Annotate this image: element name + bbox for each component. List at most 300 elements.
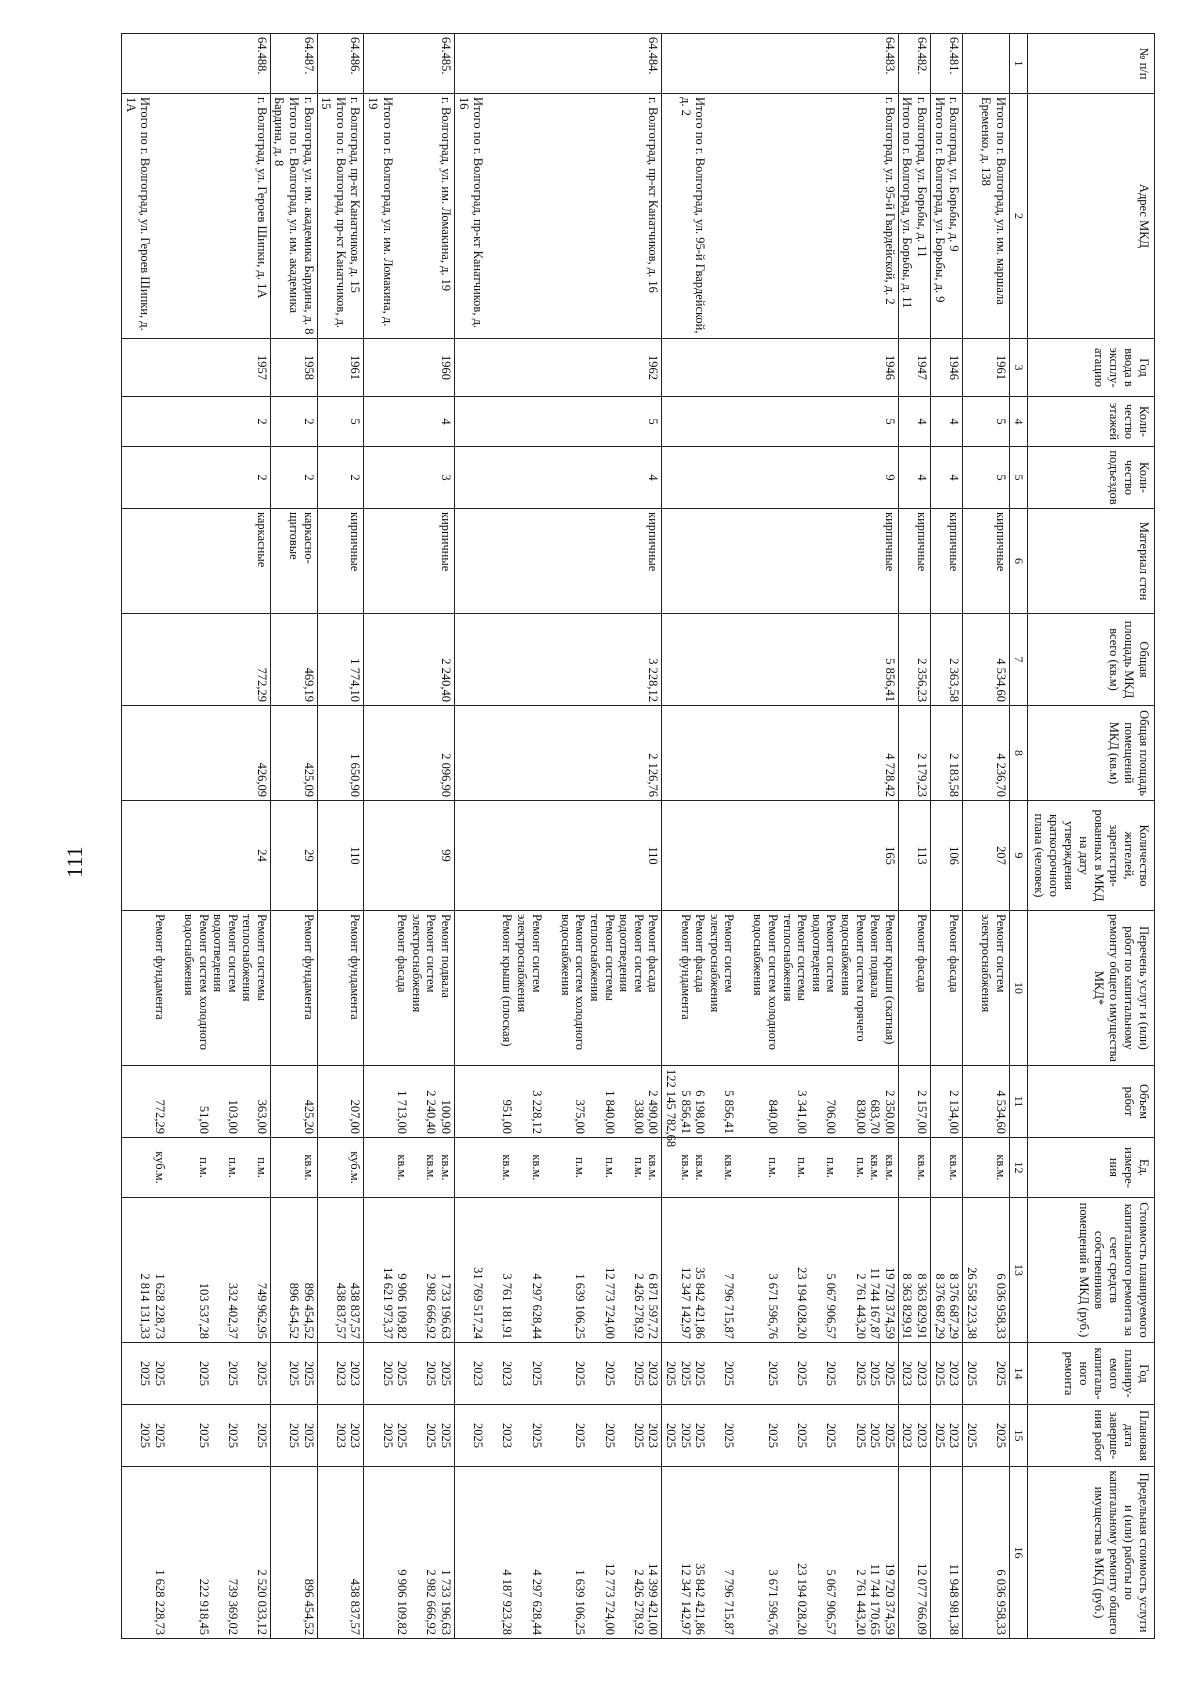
cell-line: Итого по г. Волгоград, ул. им. Ломакина, д. 19 <box>366 97 395 327</box>
premises-area-cell <box>662 706 899 801</box>
cell-line: кв.м. <box>424 1154 439 1181</box>
cell-line: 425,09 <box>301 762 316 797</box>
repair-cost-cell <box>364 1198 455 1343</box>
cell-line <box>751 1069 766 1134</box>
cell-line: 2 426 278,92 <box>631 1273 646 1339</box>
cell-line: кирпичные <box>439 512 454 572</box>
cell-line: 6 198,00 <box>693 1090 708 1134</box>
cell-line <box>780 1346 795 1401</box>
cell-line: Ремонт систем холодного водоснабжения <box>751 914 781 1050</box>
cell-line <box>514 1470 529 1635</box>
cell-line: Ремонт систем водоотведения <box>211 914 240 993</box>
cell-line <box>514 1408 529 1463</box>
completion-date-cell <box>931 1405 963 1467</box>
table-row <box>270 34 317 1639</box>
column-number: 5 <box>1010 447 1028 509</box>
cell-line: 2025 <box>573 1361 588 1386</box>
cell-line <box>196 97 211 335</box>
cell-line: кв.м. <box>301 1154 316 1181</box>
column-number: 13 <box>1010 1198 1028 1343</box>
cell-line <box>167 1408 182 1463</box>
cell-line: 12 773 724,00 <box>602 1267 617 1339</box>
table-row <box>455 34 662 1639</box>
cell-line <box>736 1408 751 1463</box>
header-cell: Коли-чество подъездов <box>1028 447 1155 509</box>
cell-line: 1 733 196,63 <box>439 1273 454 1339</box>
cell-line: п.м. <box>196 1157 211 1178</box>
cell-line: п.м. <box>824 1157 839 1178</box>
row-number <box>317 34 364 94</box>
cell-line: 4 187 923,28 <box>500 1569 515 1635</box>
header-cell: Количество жителей, зарегистри-рованных в МКД на дату утверждения краткосрочного плана (человек) <box>1028 801 1155 911</box>
cell-line: 12 773 724,00 <box>602 1563 617 1635</box>
cell-line: 2025 <box>254 1423 269 1448</box>
floors-cell <box>364 397 455 447</box>
cell-line <box>485 1408 500 1463</box>
cell-line <box>809 1141 824 1194</box>
completion-date-cell <box>364 1405 455 1467</box>
completion-date-cell <box>317 1405 364 1467</box>
cell-line: г. Волгоград, ул. Борьбы, д. 11 <box>915 97 930 258</box>
cell-line <box>809 1408 824 1463</box>
table-row <box>317 34 364 1639</box>
floors-cell <box>121 397 270 447</box>
column-number: 10 <box>1010 911 1028 1066</box>
cell-line: 6 036 958,33 <box>994 1273 1008 1339</box>
cell-line: 2025 <box>287 1423 302 1448</box>
cell-line <box>751 1470 766 1635</box>
address-cell <box>963 94 1010 339</box>
cell-line: 2025 <box>853 1361 868 1386</box>
cell-line: 2023 <box>646 1361 661 1386</box>
column-number: 7 <box>1010 614 1028 706</box>
cell-line <box>617 97 632 335</box>
cell-line <box>181 1346 196 1401</box>
table-row <box>931 34 963 1639</box>
total-area-cell <box>898 614 930 706</box>
cell-line: г. Волгоград, пр-кт Канатчиков, д. 16 <box>646 97 661 293</box>
works-list-cell <box>121 911 270 1066</box>
cell-line: 438 837,57 <box>348 1282 363 1339</box>
total-area-cell <box>364 614 455 706</box>
cell-line <box>751 1141 766 1194</box>
total-area-cell <box>121 614 270 706</box>
total-area-cell <box>270 614 317 706</box>
entrances-cell <box>270 447 317 509</box>
cell-line: кирпичные <box>882 512 897 572</box>
cell-line: 9 906 109,82 <box>395 1569 410 1635</box>
cell-line: 64.482. <box>915 37 930 75</box>
cell-line: 2 426 278,92 <box>631 1569 646 1635</box>
cell-line <box>225 97 240 335</box>
cell-line: 2025 <box>395 1361 410 1386</box>
cell-line: 2025 <box>424 1361 439 1386</box>
works-list-cell <box>963 911 1010 1066</box>
cell-line <box>602 97 617 335</box>
cell-line: 772,29 <box>152 1099 167 1134</box>
year-built-cell <box>121 339 270 397</box>
cell-line <box>979 1346 994 1401</box>
floors-cell <box>662 397 899 447</box>
cell-line: 739 369,02 <box>225 1578 240 1635</box>
entrances-cell <box>662 447 899 509</box>
cell-line <box>240 1346 255 1401</box>
repair-year-cell <box>121 1343 270 1405</box>
cell-line: Ремонт системы теплоснабжения <box>240 914 269 1002</box>
cell-line: кв.м. <box>994 1154 1008 1181</box>
cell-line: 110 <box>646 846 661 865</box>
cell-line: 100,90 <box>439 1099 454 1134</box>
cell-line <box>587 1470 602 1635</box>
cell-line <box>751 1408 766 1463</box>
cell-line: 2 126,76 <box>646 753 661 797</box>
cell-line: 2025 <box>287 1361 302 1386</box>
work-volume-cell <box>898 1066 930 1138</box>
cell-line <box>500 97 515 335</box>
cell-line <box>240 1069 255 1134</box>
works-list-cell <box>270 911 317 1066</box>
cell-line: 23 194 028,20 <box>795 1267 810 1339</box>
address-cell <box>121 94 270 339</box>
cell-line: 2025 <box>868 1361 883 1386</box>
cell-line <box>868 97 883 335</box>
premises-area-cell <box>455 706 662 801</box>
cell-line <box>167 1346 182 1401</box>
cell-line: 4 <box>646 474 661 481</box>
cell-line: 2 157,00 <box>915 1090 930 1134</box>
cell-line: 2 814 131,33 <box>138 1273 153 1339</box>
cell-line: 6 036 958,33 <box>994 1569 1008 1635</box>
cell-line <box>736 1346 751 1401</box>
cell-line: 207,00 <box>348 1099 363 1134</box>
cell-line <box>617 1201 632 1339</box>
cell-line <box>181 1408 196 1463</box>
entrances-cell <box>931 447 963 509</box>
cell-line: 5 067 906,57 <box>824 1569 839 1635</box>
cell-line <box>838 97 853 335</box>
cell-line: 2025 <box>824 1423 839 1448</box>
cell-line: 2025 <box>395 1423 410 1448</box>
cell-line <box>409 1346 424 1401</box>
cell-line: г. Волгоград, ул. им. академика Бардина, д. 8 <box>301 97 316 335</box>
residents-cell <box>364 801 455 911</box>
unit-cell <box>898 1138 930 1198</box>
cell-line <box>707 1408 722 1463</box>
cell-line: 2025 <box>964 1423 979 1448</box>
unit-cell <box>455 1138 662 1198</box>
cell-line <box>167 97 182 335</box>
cell-line: 9 906 109,82 <box>395 1273 410 1339</box>
wall-material-cell <box>317 509 364 614</box>
residents-cell <box>121 801 270 911</box>
works-list-cell <box>898 911 930 1066</box>
header-cell: Объем работ <box>1028 1066 1155 1138</box>
total-area-cell <box>455 614 662 706</box>
cell-line: 110 <box>348 846 363 865</box>
cell-line <box>529 97 544 335</box>
cell-line: 2 <box>254 474 269 481</box>
cell-line: 3 341,00 <box>795 1090 810 1134</box>
cell-line: 4 728,42 <box>882 753 897 797</box>
cell-line: 1 639 106,25 <box>573 1569 588 1635</box>
address-cell <box>662 94 899 339</box>
cell-line: 19 720 374,59 <box>882 1563 897 1635</box>
header-cell: Год планиру-емого капиталь-ного ремонта <box>1028 1343 1155 1405</box>
cell-line <box>587 1201 602 1339</box>
header-cell: Ед. измере-ния <box>1028 1138 1155 1198</box>
header-cell: Материал стен <box>1028 509 1155 614</box>
row-number <box>931 34 963 94</box>
works-list-cell <box>317 911 364 1066</box>
cell-line: 4 <box>947 474 962 481</box>
row-number <box>898 34 930 94</box>
cell-line: 1946 <box>882 355 897 380</box>
cell-line: 4 297 628,44 <box>529 1273 544 1339</box>
repair-year-cell <box>270 1343 317 1405</box>
cell-line: 24 <box>254 849 269 862</box>
cell-line <box>707 1470 722 1635</box>
cell-line: 11 744 167,87 <box>868 1267 883 1339</box>
cell-line <box>558 1141 573 1194</box>
cell-line: 2025 <box>602 1361 617 1386</box>
cell-line: 375,00 <box>573 1099 588 1134</box>
cell-line: 5 <box>646 418 661 425</box>
cell-line: 2025 <box>795 1361 810 1386</box>
column-number: 2 <box>1010 94 1028 339</box>
max-cost-cell <box>121 1467 270 1639</box>
cell-line: 14 399 421,00 <box>646 1563 661 1635</box>
cell-line: 4 <box>439 418 454 425</box>
completion-date-cell <box>963 1405 1010 1467</box>
cell-line <box>751 97 766 335</box>
cell-line: 2 520 033,12 <box>254 1569 269 1635</box>
wall-material-cell <box>931 509 963 614</box>
cell-line <box>809 97 824 335</box>
cell-line: 2025 <box>722 1423 737 1448</box>
residents-cell <box>317 801 364 911</box>
cell-line: 2 490,00 <box>646 1090 661 1134</box>
cell-line: Ремонт систем электроснабжения <box>515 914 544 1013</box>
cell-line: Ремонт крыши (плоская) <box>500 914 515 1047</box>
cell-line: Итого по г. Волгоград, ул. им. маршала Еременко, д. 138 <box>979 97 1008 305</box>
year-built-cell <box>270 339 317 397</box>
wall-material-cell <box>364 509 455 614</box>
cell-line: 1 840,00 <box>602 1090 617 1134</box>
cell-line: 2023 <box>500 1361 515 1386</box>
cell-line: 2025 <box>301 1423 316 1448</box>
completion-date-cell <box>270 1405 317 1467</box>
cell-line: 772,29 <box>254 667 269 702</box>
works-list-cell <box>662 911 899 1066</box>
cell-line: Ремонт фундамента <box>301 914 316 1020</box>
cell-line: 2025 <box>693 1423 708 1448</box>
cell-line: 2 363,58 <box>947 658 962 702</box>
cell-line: 103 537,28 <box>196 1282 211 1339</box>
max-cost-cell <box>364 1467 455 1639</box>
cell-line: 2025 <box>994 1361 1008 1386</box>
cell-line: 12 347 142,97 <box>678 1267 693 1339</box>
cell-line: 2025 <box>138 1361 153 1386</box>
header-cell: Коли-чество этажей <box>1028 397 1155 447</box>
cell-line: 1 774,10 <box>348 658 363 702</box>
cell-line: 64.481. <box>947 37 962 75</box>
cell-line: Ремонт фундамента <box>678 914 693 1020</box>
cell-line: 2023 <box>333 1423 348 1448</box>
cell-line: Ремонт подвала <box>439 914 454 998</box>
cell-line <box>240 97 255 335</box>
cell-line: 3 228,12 <box>646 658 661 702</box>
cell-line: 4 <box>947 418 962 425</box>
cell-line <box>167 1069 182 1134</box>
cell-line: 3 228,12 <box>529 1090 544 1134</box>
cell-line <box>211 1069 226 1134</box>
entrances-cell <box>455 447 662 509</box>
cell-line: 11 948 981,38 <box>947 1563 962 1635</box>
cell-line: 2023 <box>900 1361 915 1386</box>
cell-line: 749 962,95 <box>254 1282 269 1339</box>
cell-line: куб.м. <box>152 1151 167 1184</box>
cell-line <box>181 97 196 335</box>
row-number <box>662 34 899 94</box>
cell-line <box>181 1141 196 1194</box>
table-body <box>121 34 1009 1639</box>
cell-line <box>409 1201 424 1339</box>
cell-line: 332 402,37 <box>225 1282 240 1339</box>
cell-line <box>979 1408 994 1463</box>
cell-line: Итого по г. Волгоград, ул. им. академика Бардина, д. 8 <box>272 97 302 314</box>
repair-cost-cell <box>270 1198 317 1343</box>
work-volume-cell <box>963 1066 1010 1138</box>
cell-line: 51,00 <box>196 1105 211 1134</box>
cell-line: 2025 <box>678 1423 693 1448</box>
residents-cell <box>898 801 930 911</box>
cell-line <box>167 914 182 1062</box>
cell-line: 896 454,52 <box>301 1578 316 1635</box>
header-cell: Год ввода в эксплу-атацию <box>1028 339 1155 397</box>
cell-line: 5 067 906,57 <box>824 1273 839 1339</box>
column-number-row <box>1010 34 1028 1639</box>
cell-line: Ремонт фасада <box>646 914 661 993</box>
cell-line: 438 837,57 <box>348 1578 363 1635</box>
cell-line: 64.488. <box>254 37 269 75</box>
cell-line <box>485 1346 500 1401</box>
cell-line: 1962 <box>646 355 661 380</box>
cell-line: п.м. <box>225 1157 240 1178</box>
cell-line <box>409 97 424 335</box>
repair-cost-cell <box>963 1198 1010 1343</box>
cell-line: 11 744 170,65 <box>868 1563 883 1635</box>
cell-line: 2025 <box>663 1361 678 1386</box>
cell-line: кирпичные <box>994 512 1008 572</box>
cell-line <box>544 97 559 335</box>
cell-line: 5 <box>994 474 1008 481</box>
cell-line: 706,00 <box>824 1099 839 1134</box>
work-volume-cell <box>121 1066 270 1138</box>
cell-line: кв.м. <box>500 1154 515 1181</box>
cell-line: 2025 <box>795 1423 810 1448</box>
residents-cell <box>270 801 317 911</box>
cell-line <box>544 1470 559 1635</box>
address-cell <box>455 94 662 339</box>
cell-line: Ремонт системы теплоснабжения <box>587 914 617 1002</box>
cell-line: 165 <box>882 846 897 865</box>
cell-line: 2025 <box>254 1361 269 1386</box>
cell-line <box>736 1201 751 1339</box>
total-area-cell <box>963 614 1010 706</box>
cell-line: 469,19 <box>301 667 316 702</box>
max-cost-cell <box>963 1467 1010 1639</box>
cell-line: 2025 <box>471 1423 486 1448</box>
cell-line <box>544 1069 559 1134</box>
floors-cell <box>317 397 364 447</box>
unit-cell <box>270 1138 317 1198</box>
address-cell <box>898 94 930 339</box>
cell-line: 2025 <box>196 1361 211 1386</box>
repair-cost-cell <box>121 1198 270 1343</box>
cell-line: 2 982 666,92 <box>424 1569 439 1635</box>
header-cell: Перечень услуг и (или) работ по капитальному ремонту общего имущества МКД* <box>1028 911 1155 1066</box>
cell-line: п.м. <box>602 1157 617 1178</box>
cell-line: 12 077 766,09 <box>915 1563 930 1635</box>
cell-line: 2025 <box>529 1361 544 1386</box>
cell-line: 2025 <box>631 1361 646 1386</box>
cell-line: 122 145 782,68 <box>663 1069 678 1148</box>
cell-line <box>211 1408 226 1463</box>
cell-line: 2023 <box>500 1423 515 1448</box>
cell-line: 64.484. <box>646 37 661 75</box>
cell-line: 2023 <box>947 1423 962 1448</box>
cell-line <box>707 1069 722 1134</box>
cell-line: г. Волгоград, ул. Героев Шипки, д. 1А <box>254 97 269 299</box>
cell-line: 2023 <box>915 1361 930 1386</box>
cell-line <box>424 97 439 335</box>
max-cost-cell <box>317 1467 364 1639</box>
cell-line: 2025 <box>424 1423 439 1448</box>
header-cell: Общая площадь МКД всего (кв.м) <box>1028 614 1155 706</box>
cell-line: Итого по г. Волгоград, пр-кт Канатчиков, д. 16 <box>456 97 486 329</box>
cell-line: 2025 <box>932 1423 947 1448</box>
address-cell <box>270 94 317 339</box>
cell-line <box>167 1470 182 1635</box>
cell-line <box>181 1470 196 1635</box>
cell-line: 896 454,52 <box>287 1282 302 1339</box>
cell-line: кв.м. <box>529 1154 544 1181</box>
cell-line: 2025 <box>853 1423 868 1448</box>
cell-line: п.м. <box>254 1157 269 1178</box>
repair-year-cell <box>455 1343 662 1405</box>
cell-line: 1 628 228,73 <box>152 1273 167 1339</box>
cell-line <box>707 1141 722 1194</box>
header-cell: Предельная стоимость услуги и (или) работы по капитальному ремонту общего имущества в МКД (руб.) <box>1028 1467 1155 1639</box>
cell-line: 2025 <box>439 1361 454 1386</box>
capital-repair-table <box>121 33 1155 1639</box>
cell-line: 3 671 596,76 <box>766 1569 781 1635</box>
year-built-cell <box>455 339 662 397</box>
cell-line: 1957 <box>254 355 269 380</box>
year-built-cell <box>662 339 899 397</box>
cell-line <box>211 1346 226 1401</box>
cell-line <box>780 1069 795 1134</box>
cell-line: 106 <box>947 846 962 865</box>
cell-line <box>514 1346 529 1401</box>
column-number: 14 <box>1010 1343 1028 1405</box>
cell-line <box>736 97 751 335</box>
cell-line: 2025 <box>196 1423 211 1448</box>
cell-line <box>485 97 500 335</box>
max-cost-cell <box>270 1467 317 1639</box>
cell-line <box>558 1346 573 1401</box>
cell-line: 4 534,60 <box>994 658 1008 702</box>
